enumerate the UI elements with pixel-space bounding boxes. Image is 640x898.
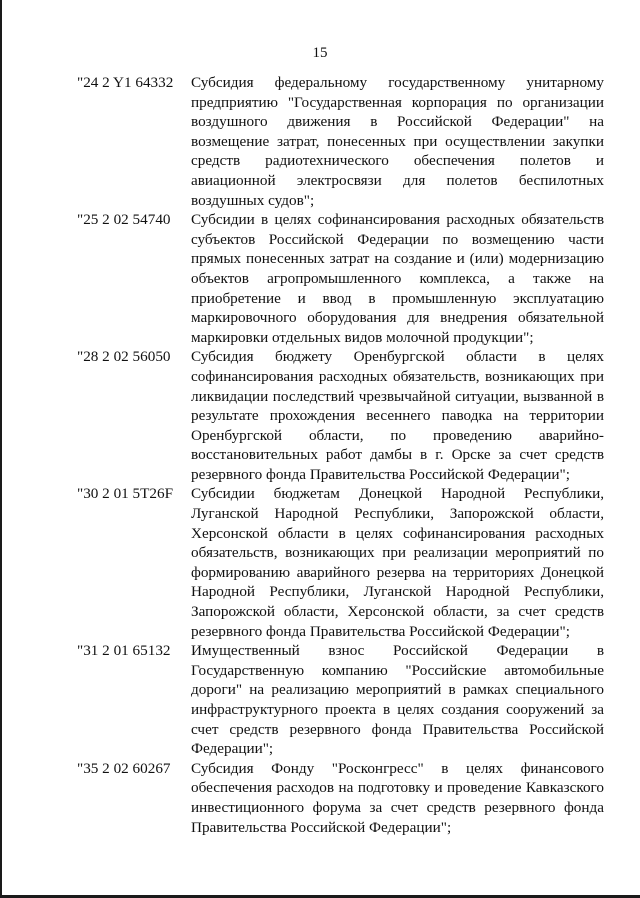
entry-text: Имущественный взнос Российской Федерации в Государственную компанию "Российские автомобильные дороги" на реализацию мероприятий в рамках специального инфраструктурного проекта в целях создания сооружений за счет средств резервного фонда Правительства Российской Федерации";: [191, 642, 604, 758]
entry-text: Субсидия федеральному государственному унитарному предприятию "Государственная корпорация по организации воздушного движения в Российской Федерации" на возмещение затрат, понесенных при осуществлении закупки средств радиотехнического обеспечения полетов и авиационной электросвязи для полетов беспилотных воздушных судов";: [191, 74, 604, 209]
scan-left-edge: [0, 0, 2, 898]
entry-code: "35 2 02 60267: [77, 759, 171, 777]
entry-code: "28 2 02 56050: [77, 348, 171, 366]
list-item: [77, 210, 604, 347]
entry-text: Субсидия Фонду "Росконгресс" в целях финансового обеспечения расходов на подготовку и проведение Кавказского инвестиционного форума за счет средств резервного фонда Правительства Российской Федерации";: [191, 759, 604, 836]
list-item: [77, 347, 604, 484]
entry-text: Субсидии бюджетам Донецкой Народной Республики, Луганской Народной Республики, Запорожской области, Херсонской области в целях софинансирования расходных обязательств, возникающих при реализации мероприятий по формированию аварийного резерва на территориях Донецкой Народной Республики, Луганской Народной Республики, Запорожской области, Херсонской области, за счет средств резервного фонда Правительства Российской Федерации";: [191, 485, 604, 640]
entry-code: "31 2 01 65132: [77, 642, 171, 660]
list-item: [77, 484, 604, 641]
list-item: [77, 759, 604, 837]
entry-text: Субсидии в целях софинансирования расходных обязательств субъектов Российской Федерации по возмещению части прямых понесенных затрат на создание и (или) модернизацию объектов агропромышленного комплекса, а также на приобретение и ввод в промышленную эксплуатацию маркировочного оборудования для внедрения обязательной маркировки отдельных видов молочной продукции";: [191, 211, 604, 346]
list-item: [77, 73, 604, 210]
entry-code: "25 2 02 54740: [77, 211, 171, 229]
list-item: [77, 641, 604, 759]
page-number: 15: [312, 45, 328, 61]
entry-code: "24 2 Y1 64332: [77, 74, 174, 91]
entry-text: Субсидия бюджету Оренбургской области в целях софинансирования расходных обязательств, возникающих при ликвидации последствий чрезвычайной ситуации, вызванной в результате прохождения весеннего паводка на территории Оренбургской области, по проведению аварийно-восстановительных работ дамбы в г. Орске за счет средств резервного фонда Правительства Российской Федерации";: [191, 348, 604, 483]
entry-code: "30 2 01 5Т26F: [77, 485, 174, 503]
entries-list: [77, 73, 604, 837]
